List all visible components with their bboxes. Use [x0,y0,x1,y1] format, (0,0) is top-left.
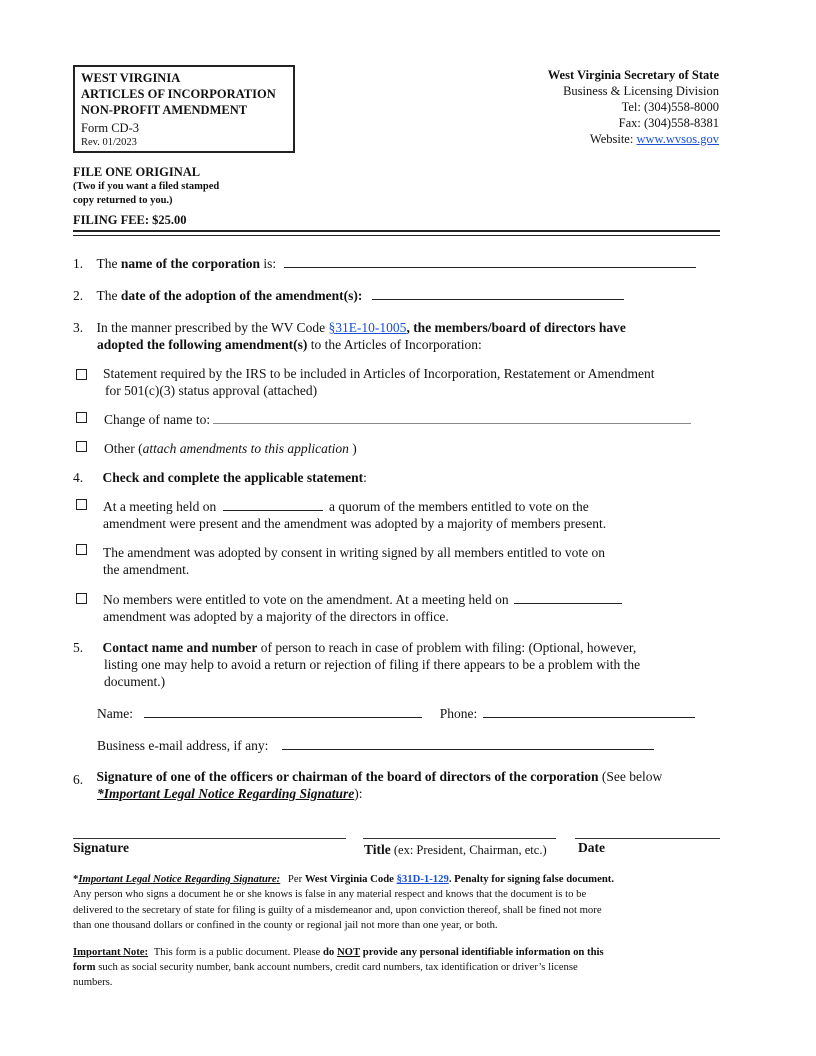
file-one-original: FILE ONE ORIGINAL [73,165,201,179]
item-2-pre: The [96,288,118,303]
directors-vote-line-2: amendment was adopted by a majority of the directors in office. [103,609,449,624]
form-title-box [73,65,295,153]
important-note-row [73,944,604,960]
email-row [97,738,654,754]
item-2 [73,288,624,304]
contact-name-field[interactable] [144,706,422,718]
item-4-label: Check and complete the applicable statement [102,470,364,485]
item-3-post: to the Articles of Incorporation: [310,337,482,352]
meeting-date-field[interactable] [223,499,323,511]
directors-vote-text: No members were entitled to vote on the amendment. At a meeting held on [103,592,509,607]
legal-heading: Important Legal Notice Regarding Signature: [78,873,281,885]
agency-tel: Tel: (304)558-8000 [621,100,719,114]
item-5-line-3: document.) [104,674,166,689]
meeting-quorum-checkbox[interactable] [76,499,87,510]
contact-phone-label: Phone: [439,706,478,721]
form-revision: Rev. 01/2023 [81,137,137,148]
contact-phone-field[interactable] [483,706,695,718]
item-5-line-1 [73,640,636,656]
item-6-line-1 [73,769,662,785]
item-3-bold-2: adopted the following amendment(s) [97,337,308,352]
directors-vote-checkbox[interactable] [76,593,87,604]
item-3-pre: In the manner prescribed by the WV Code [96,320,326,335]
item-5-post: of person to reach in case of problem with filing: (Optional, however, [260,640,637,655]
item-1-pre: The [96,256,118,271]
item-3-line-1 [73,320,626,336]
form-number: Form CD-3 [81,121,139,135]
header-divider [73,230,720,236]
item-6-line-2 [97,786,363,802]
written-consent-checkbox[interactable] [76,544,87,555]
signature-label: Signature [73,840,130,855]
legal-code-link[interactable]: §31D-1-129 [396,873,449,885]
note-not: NOT [336,946,361,958]
written-consent-line-2: the amendment. [103,562,190,577]
title-field[interactable] [363,838,556,839]
change-of-name-checkbox[interactable] [76,412,87,423]
agency-division: Business & Licensing Division [563,84,719,98]
change-of-name-field[interactable] [213,412,691,424]
legal-line-2: delivered to the secretary of state for filing is guilty of a misdemeanor and, upon conviction thereof, shall be fined not more [73,904,602,916]
item-3-bold-1: , the members/board of directors have [406,320,626,335]
item-4-number: 4. [73,470,84,485]
wv-code-link[interactable]: §31E-10-1005 [328,320,407,335]
meeting-quorum-line-1 [103,499,589,515]
email-label: Business e-mail address, if any: [97,738,269,753]
item-5-label: Contact name and number [102,640,258,655]
irs-statement-line-1: Statement required by the IRS to be included in Articles of Incorporation, Restatement or Amendment [103,366,655,381]
directors-vote-line-1 [103,592,622,608]
item-5-line-2: listing one may help to avoid a return or rejection of filing if there appears to be a problem with the [104,657,641,672]
adoption-date-field[interactable] [372,288,624,300]
item-6-post: (See below [601,769,663,784]
item-4 [73,470,367,486]
irs-statement-checkbox[interactable] [76,369,87,380]
legal-penalty: . Penalty for signing false document. [448,873,614,885]
item-2-number: 2. [73,288,84,303]
note-bold-text: provide any personal identifiable information on this [362,946,604,958]
date-field[interactable] [575,838,720,839]
legal-notice-heading-row [73,871,614,887]
other-instructions: attach amendments to this application [142,441,349,456]
change-of-name-label: Change of name to: [104,412,211,427]
agency-info [548,67,719,147]
agency-fax: Fax: (304)558-8381 [618,116,719,130]
filing-fee: FILING FEE: $25.00 [73,213,187,227]
written-consent-line-1: The amendment was adopted by consent in writing signed by all members entitled to vote on [103,545,606,560]
important-note-line-2 [73,959,578,975]
item-6-close: ): [354,786,363,801]
item-1-label: name of the corporation [120,256,260,271]
other-checkbox[interactable] [76,441,87,452]
important-note-label: Important Note: [73,946,149,958]
note-do: do [322,946,335,958]
item-1 [73,256,696,272]
other-row [104,441,357,457]
legal-line-3: than one thousand dollars or confined in the county or regional jail not more than one year, or both. [73,919,498,931]
meeting-quorum-line-2: amendment were present and the amendment was adopted by a majority of members present. [103,516,607,531]
agency-name: West Virginia Secretary of State [547,68,719,82]
item-6-number: 6. [73,772,84,787]
copy-note-line-1: (Two if you want a filed stamped [73,181,220,192]
other-label: Other ( [104,441,143,456]
copy-note [73,180,219,208]
important-note-text: This form is a public document. Please [153,946,321,958]
title-line-1: WEST VIRGINIA [81,71,181,85]
legal-star: * [73,873,79,885]
contact-name-label: Name: [97,706,133,721]
date-label: Date [578,840,605,855]
item-3-number: 3. [73,320,84,335]
meeting-quorum-mid: a quorum of the members entitled to vote on the [328,499,589,514]
title-line-3: NON-PROFIT AMENDMENT [81,103,248,117]
note-line-2-text: such as social security number, bank account numbers, credit card numbers, tax identification or driver’s license [98,961,578,973]
website-link[interactable]: www.wvsos.gov [636,132,719,146]
corporation-name-field[interactable] [284,256,696,268]
email-field[interactable] [282,738,654,750]
legal-per: Per [287,873,303,885]
item-4-colon: : [363,470,367,485]
note-form-word: form [73,961,96,973]
copy-note-line-2: copy returned to you.) [73,195,173,206]
title-label-row [364,842,547,858]
signature-field[interactable] [73,838,346,839]
change-of-name-row [104,412,691,428]
item-6-label: Signature of one of the officers or chairman of the board of directors of the corporation [96,769,599,784]
title-line-2: ARTICLES OF INCORPORATION [81,87,276,101]
important-note-line-3: numbers. [73,976,113,988]
website-label: Website: [589,132,634,146]
item-2-colon: : [357,288,363,303]
title-hint: (ex: President, Chairman, etc.) [393,843,547,857]
legal-line-1: Any person who signs a document he or she knows is false in any material respect and knows that the document is to be [73,888,587,900]
legal-code-label: West Virginia Code [304,873,394,885]
meeting-quorum-pre: At a meeting held on [103,499,217,514]
irs-statement-line-2: for 501(c)(3) status approval (attached) [105,383,318,398]
item-2-label: date of the adoption of the amendment(s) [120,288,358,303]
item-5-number: 5. [73,640,84,655]
item-3-line-2 [97,337,482,353]
title-label: Title [364,842,391,857]
directors-meeting-date-field[interactable] [514,592,622,604]
item-1-number: 1. [73,256,84,271]
item-1-post: is: [263,256,277,271]
contact-row [97,706,695,722]
other-close: ) [352,441,357,456]
legal-notice-reference: *Important Legal Notice Regarding Signature [97,786,355,801]
agency-website-row [548,131,719,147]
